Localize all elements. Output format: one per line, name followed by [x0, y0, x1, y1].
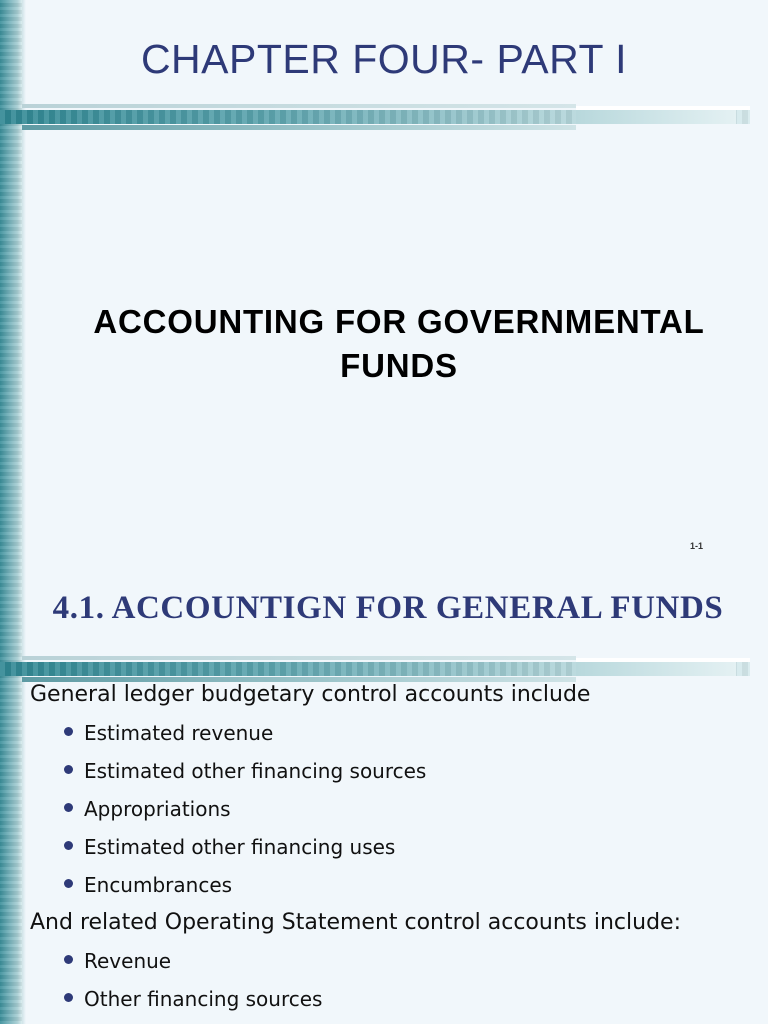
operating-intro: And related Operating Statement control accounts include: [30, 910, 681, 935]
list-item-text: Estimated other financing uses [84, 835, 396, 859]
divider-band-right [576, 110, 736, 124]
divider-band-bottom [22, 125, 576, 130]
list-item-text: Revenue [84, 949, 172, 973]
list-item-text: Appropriations [84, 797, 231, 821]
list-item-text: Estimated revenue [84, 721, 274, 745]
list-item-text: Encumbrances [84, 873, 233, 897]
main-title [30, 300, 768, 388]
operating-list [30, 942, 760, 1018]
divider-band-right [576, 662, 736, 676]
list-item [64, 866, 760, 904]
list-item [64, 942, 760, 980]
left-edge-decoration [0, 552, 22, 1024]
list-item [64, 752, 760, 790]
budgetary-list [30, 714, 760, 904]
section-title: 4.1. ACCOUNTIGN FOR GENERAL FUNDS [52, 590, 724, 626]
bullet-icon [64, 879, 73, 888]
list-item-text: Other financing sources [84, 987, 323, 1011]
left-edge-decoration [0, 0, 22, 552]
bullet-icon [64, 727, 73, 736]
list-item [64, 828, 760, 866]
slide-2 [0, 552, 768, 1024]
main-title-line-2: FUNDS [340, 347, 458, 384]
list-item [64, 980, 760, 1018]
bullet-icon [64, 955, 73, 964]
divider-band-top [22, 656, 576, 660]
list-item [64, 790, 760, 828]
divider-band-top [22, 104, 576, 108]
slide-number: 1-1 [690, 541, 704, 551]
bullet-icon [64, 993, 73, 1002]
main-title-line-1: ACCOUNTING FOR GOVERNMENTAL [93, 303, 705, 340]
edge-fade [22, 552, 26, 1024]
title-divider [0, 104, 750, 130]
chapter-title: CHAPTER FOUR- PART I [140, 36, 628, 82]
budgetary-intro: General ledger budgetary control accounts include [30, 682, 591, 707]
bullet-icon [64, 765, 73, 774]
list-item [64, 714, 760, 752]
bullet-icon [64, 803, 73, 812]
slide-body [30, 676, 760, 1018]
list-item-text: Estimated other financing sources [84, 759, 427, 783]
bullet-icon [64, 841, 73, 850]
